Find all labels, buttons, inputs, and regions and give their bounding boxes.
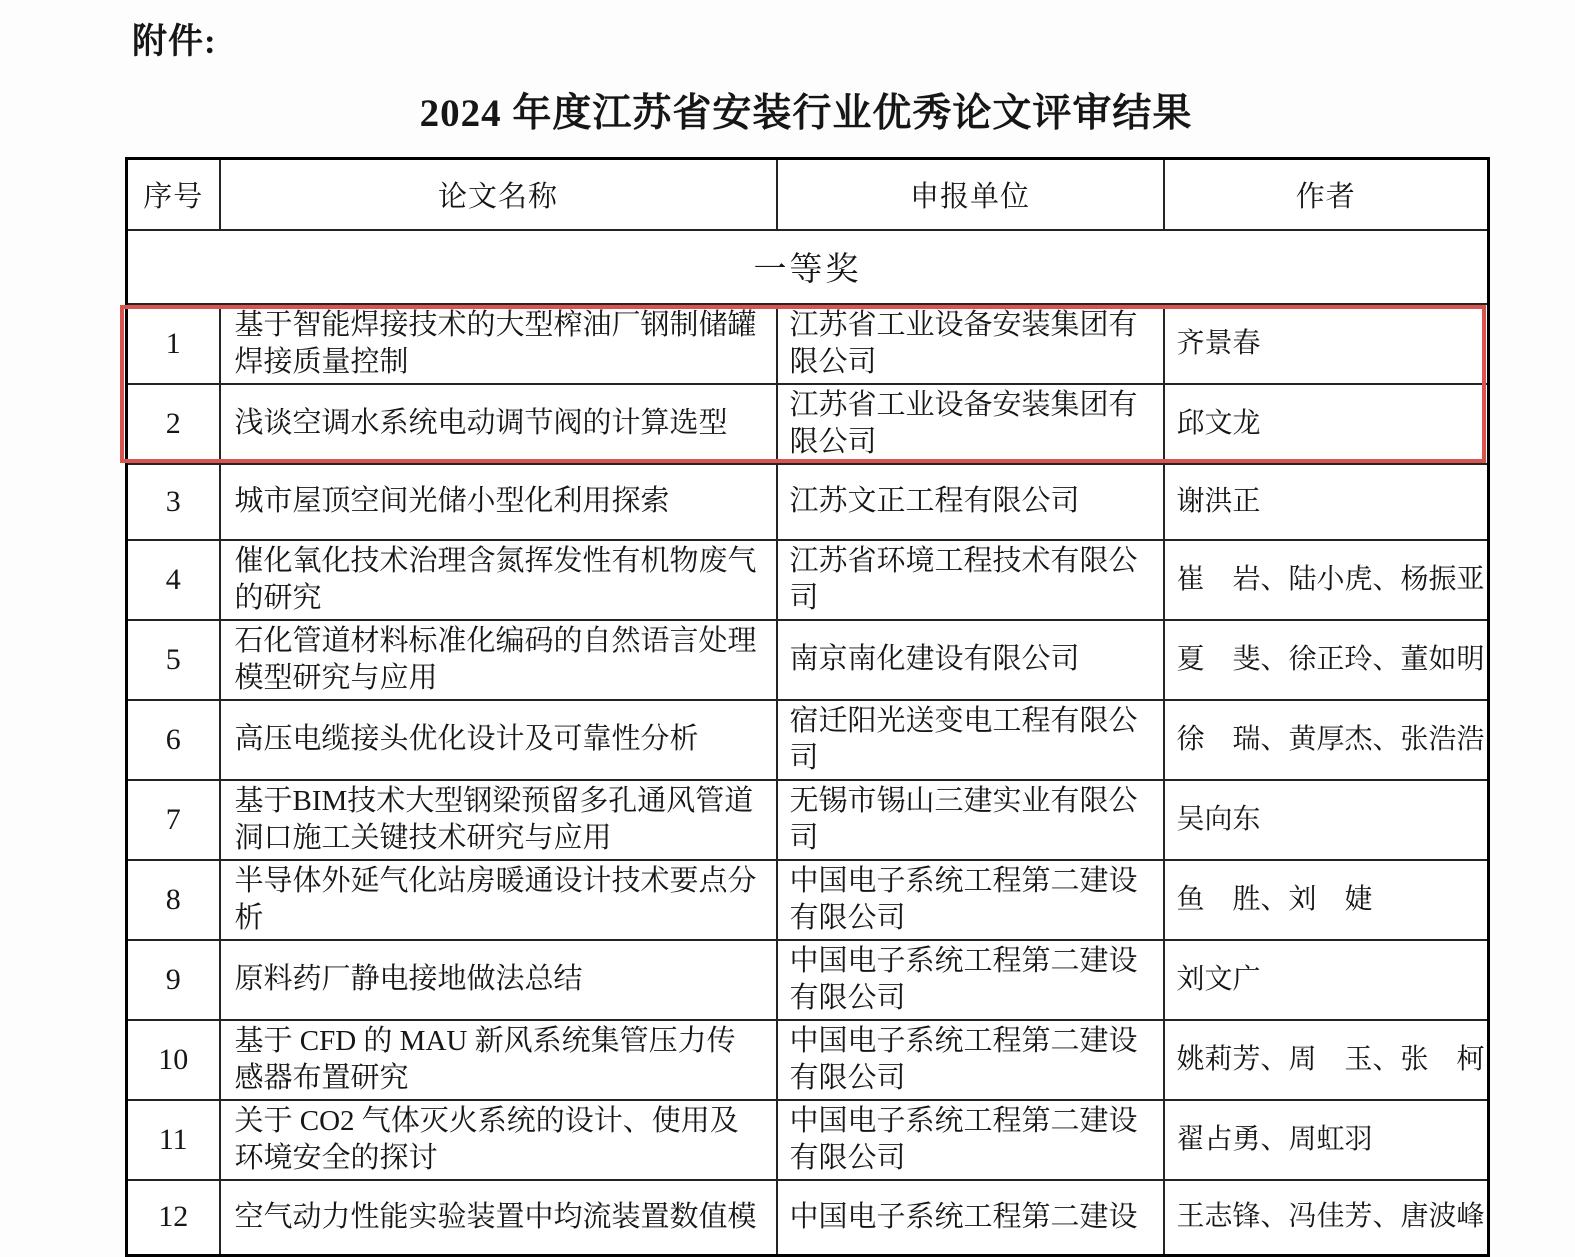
row-number-cell: 10 xyxy=(127,1020,220,1100)
column-header-no: 序号 xyxy=(127,159,220,230)
unit-cell: 中国电子系统工程第二建设有限公司 xyxy=(777,1020,1164,1100)
column-header-authors: 作者 xyxy=(1164,159,1489,230)
row-number-cell: 5 xyxy=(127,620,220,700)
table-body xyxy=(127,230,1489,1256)
paper-title-cell: 半导体外延气化站房暖通设计技术要点分析 xyxy=(220,860,777,940)
table-row xyxy=(127,780,1489,860)
page-title: 2024 年度江苏省安装行业优秀论文评审结果 xyxy=(419,92,1193,135)
unit-cell: 宿迁阳光送变电工程有限公司 xyxy=(777,700,1164,780)
unit-cell: 中国电子系统工程第二建设有限公司 xyxy=(777,940,1164,1020)
table-row xyxy=(127,384,1489,464)
authors-cell: 夏 斐、徐正玲、董如明 xyxy=(1164,620,1489,700)
row-number-cell: 12 xyxy=(127,1180,220,1256)
table-row xyxy=(127,540,1489,620)
authors-cell: 崔 岩、陆小虎、杨振亚 xyxy=(1164,540,1489,620)
table-row xyxy=(127,304,1489,384)
row-number-cell: 6 xyxy=(127,700,220,780)
unit-cell: 江苏省环境工程技术有限公司 xyxy=(777,540,1164,620)
paper-title-cell: 城市屋顶空间光储小型化利用探索 xyxy=(220,464,777,540)
paper-title-cell: 关于 CO2 气体灭火系统的设计、使用及环境安全的探讨 xyxy=(220,1100,777,1180)
paper-title-cell: 基于BIM技术大型钢梁预留多孔通风管道洞口施工关键技术研究与应用 xyxy=(220,780,777,860)
table-row xyxy=(127,464,1489,540)
unit-cell: 江苏省工业设备安装集团有限公司 xyxy=(777,384,1164,464)
authors-cell: 鱼 胜、刘 婕 xyxy=(1164,860,1489,940)
paper-title-cell: 空气动力性能实验装置中均流装置数值模 xyxy=(220,1180,777,1256)
authors-cell: 刘文广 xyxy=(1164,940,1489,1020)
table-row xyxy=(127,700,1489,780)
authors-cell: 徐 瑞、黄厚杰、张浩浩 xyxy=(1164,700,1489,780)
unit-cell: 中国电子系统工程第二建设有限公司 xyxy=(777,1100,1164,1180)
unit-cell: 无锡市锡山三建实业有限公司 xyxy=(777,780,1164,860)
authors-cell: 齐景春 xyxy=(1164,304,1489,384)
authors-cell: 王志锋、冯佳芳、唐波峰 xyxy=(1164,1180,1489,1256)
unit-cell: 中国电子系统工程第二建设有限公司 xyxy=(777,860,1164,940)
authors-cell: 吴向东 xyxy=(1164,780,1489,860)
row-number-cell: 7 xyxy=(127,780,220,860)
attachment-label: 附件: xyxy=(132,22,217,61)
row-number-cell: 9 xyxy=(127,940,220,1020)
table-row xyxy=(127,1020,1489,1100)
table-row xyxy=(127,1100,1489,1180)
section-row-first-prize xyxy=(127,230,1489,304)
section-label: 一等奖 xyxy=(127,230,1489,304)
paper-title-cell: 基于 CFD 的 MAU 新风系统集管压力传感器布置研究 xyxy=(220,1020,777,1100)
paper-title-cell: 基于智能焊接技术的大型榨油厂钢制储罐焊接质量控制 xyxy=(220,304,777,384)
row-number-cell: 11 xyxy=(127,1100,220,1180)
row-number-cell: 2 xyxy=(127,384,220,464)
unit-cell: 江苏省工业设备安装集团有限公司 xyxy=(777,304,1164,384)
table-header-row xyxy=(127,159,1489,230)
paper-title-cell: 高压电缆接头优化设计及可靠性分析 xyxy=(220,700,777,780)
unit-cell: 中国电子系统工程第二建设 xyxy=(777,1180,1164,1256)
row-number-cell: 3 xyxy=(127,464,220,540)
column-header-unit: 申报单位 xyxy=(777,159,1164,230)
row-number-cell: 8 xyxy=(127,860,220,940)
paper-title-cell: 浅谈空调水系统电动调节阀的计算选型 xyxy=(220,384,777,464)
results-table xyxy=(125,157,1490,1257)
paper-title-cell: 石化管道材料标准化编码的自然语言处理模型研究与应用 xyxy=(220,620,777,700)
authors-cell: 谢洪正 xyxy=(1164,464,1489,540)
table-row xyxy=(127,860,1489,940)
table-row xyxy=(127,620,1489,700)
row-number-cell: 1 xyxy=(127,304,220,384)
row-number-cell: 4 xyxy=(127,540,220,620)
paper-title-cell: 原料药厂静电接地做法总结 xyxy=(220,940,777,1020)
table-row xyxy=(127,1180,1489,1256)
authors-cell: 姚莉芳、周 玉、张 柯 xyxy=(1164,1020,1489,1100)
column-header-title: 论文名称 xyxy=(220,159,777,230)
authors-cell: 翟占勇、周虹羽 xyxy=(1164,1100,1489,1180)
unit-cell: 江苏文正工程有限公司 xyxy=(777,464,1164,540)
unit-cell: 南京南化建设有限公司 xyxy=(777,620,1164,700)
paper-title-cell: 催化氧化技术治理含氮挥发性有机物废气的研究 xyxy=(220,540,777,620)
table-row xyxy=(127,940,1489,1020)
authors-cell: 邱文龙 xyxy=(1164,384,1489,464)
